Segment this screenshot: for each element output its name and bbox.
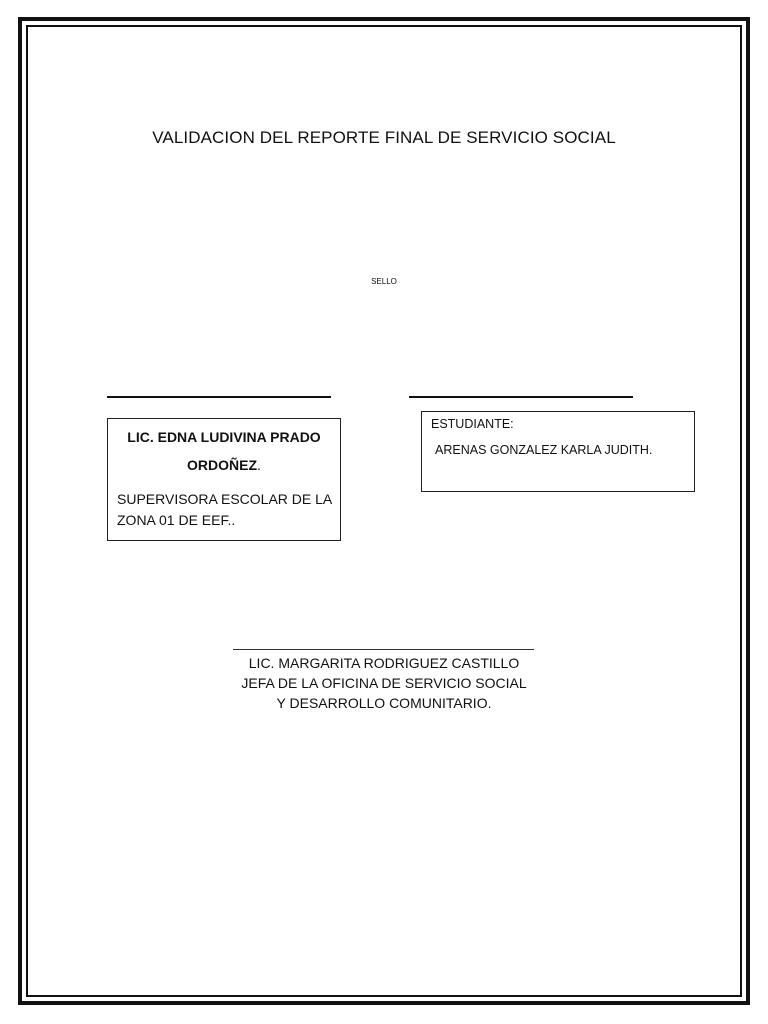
head-title-line1: JEFA DE LA OFICINA DE SERVICIO SOCIAL — [241, 675, 527, 691]
student-name: ARENAS GONZALEZ KARLA JUDITH. — [435, 443, 653, 457]
student-box — [421, 411, 695, 492]
student-label: ESTUDIANTE: — [431, 417, 514, 431]
supervisor-name-line2: ORDOÑEZ — [187, 457, 258, 473]
student-signature-line — [409, 396, 633, 398]
document-title: VALIDACION DEL REPORTE FINAL DE SERVICIO SOCIAL — [152, 128, 616, 147]
head-signature-line — [233, 649, 534, 650]
head-name: LIC. MARGARITA RODRIGUEZ CASTILLO — [248, 655, 520, 671]
supervisor-name-suffix: . — [257, 457, 261, 473]
supervisor-signature-line — [107, 396, 331, 398]
supervisor-name — [108, 423, 340, 479]
head-title-line2: Y DESARROLLO COMUNITARIO. — [276, 695, 492, 711]
stamp-label: SELLO — [371, 277, 397, 286]
supervisor-role: SUPERVISORA ESCOLAR DE LA ZONA 01 DE EEF.. — [117, 491, 332, 528]
supervisor-box — [107, 418, 341, 541]
supervisor-name-line1: LIC. EDNA LUDIVINA PRADO — [127, 429, 321, 445]
head-of-office-block — [0, 653, 768, 713]
